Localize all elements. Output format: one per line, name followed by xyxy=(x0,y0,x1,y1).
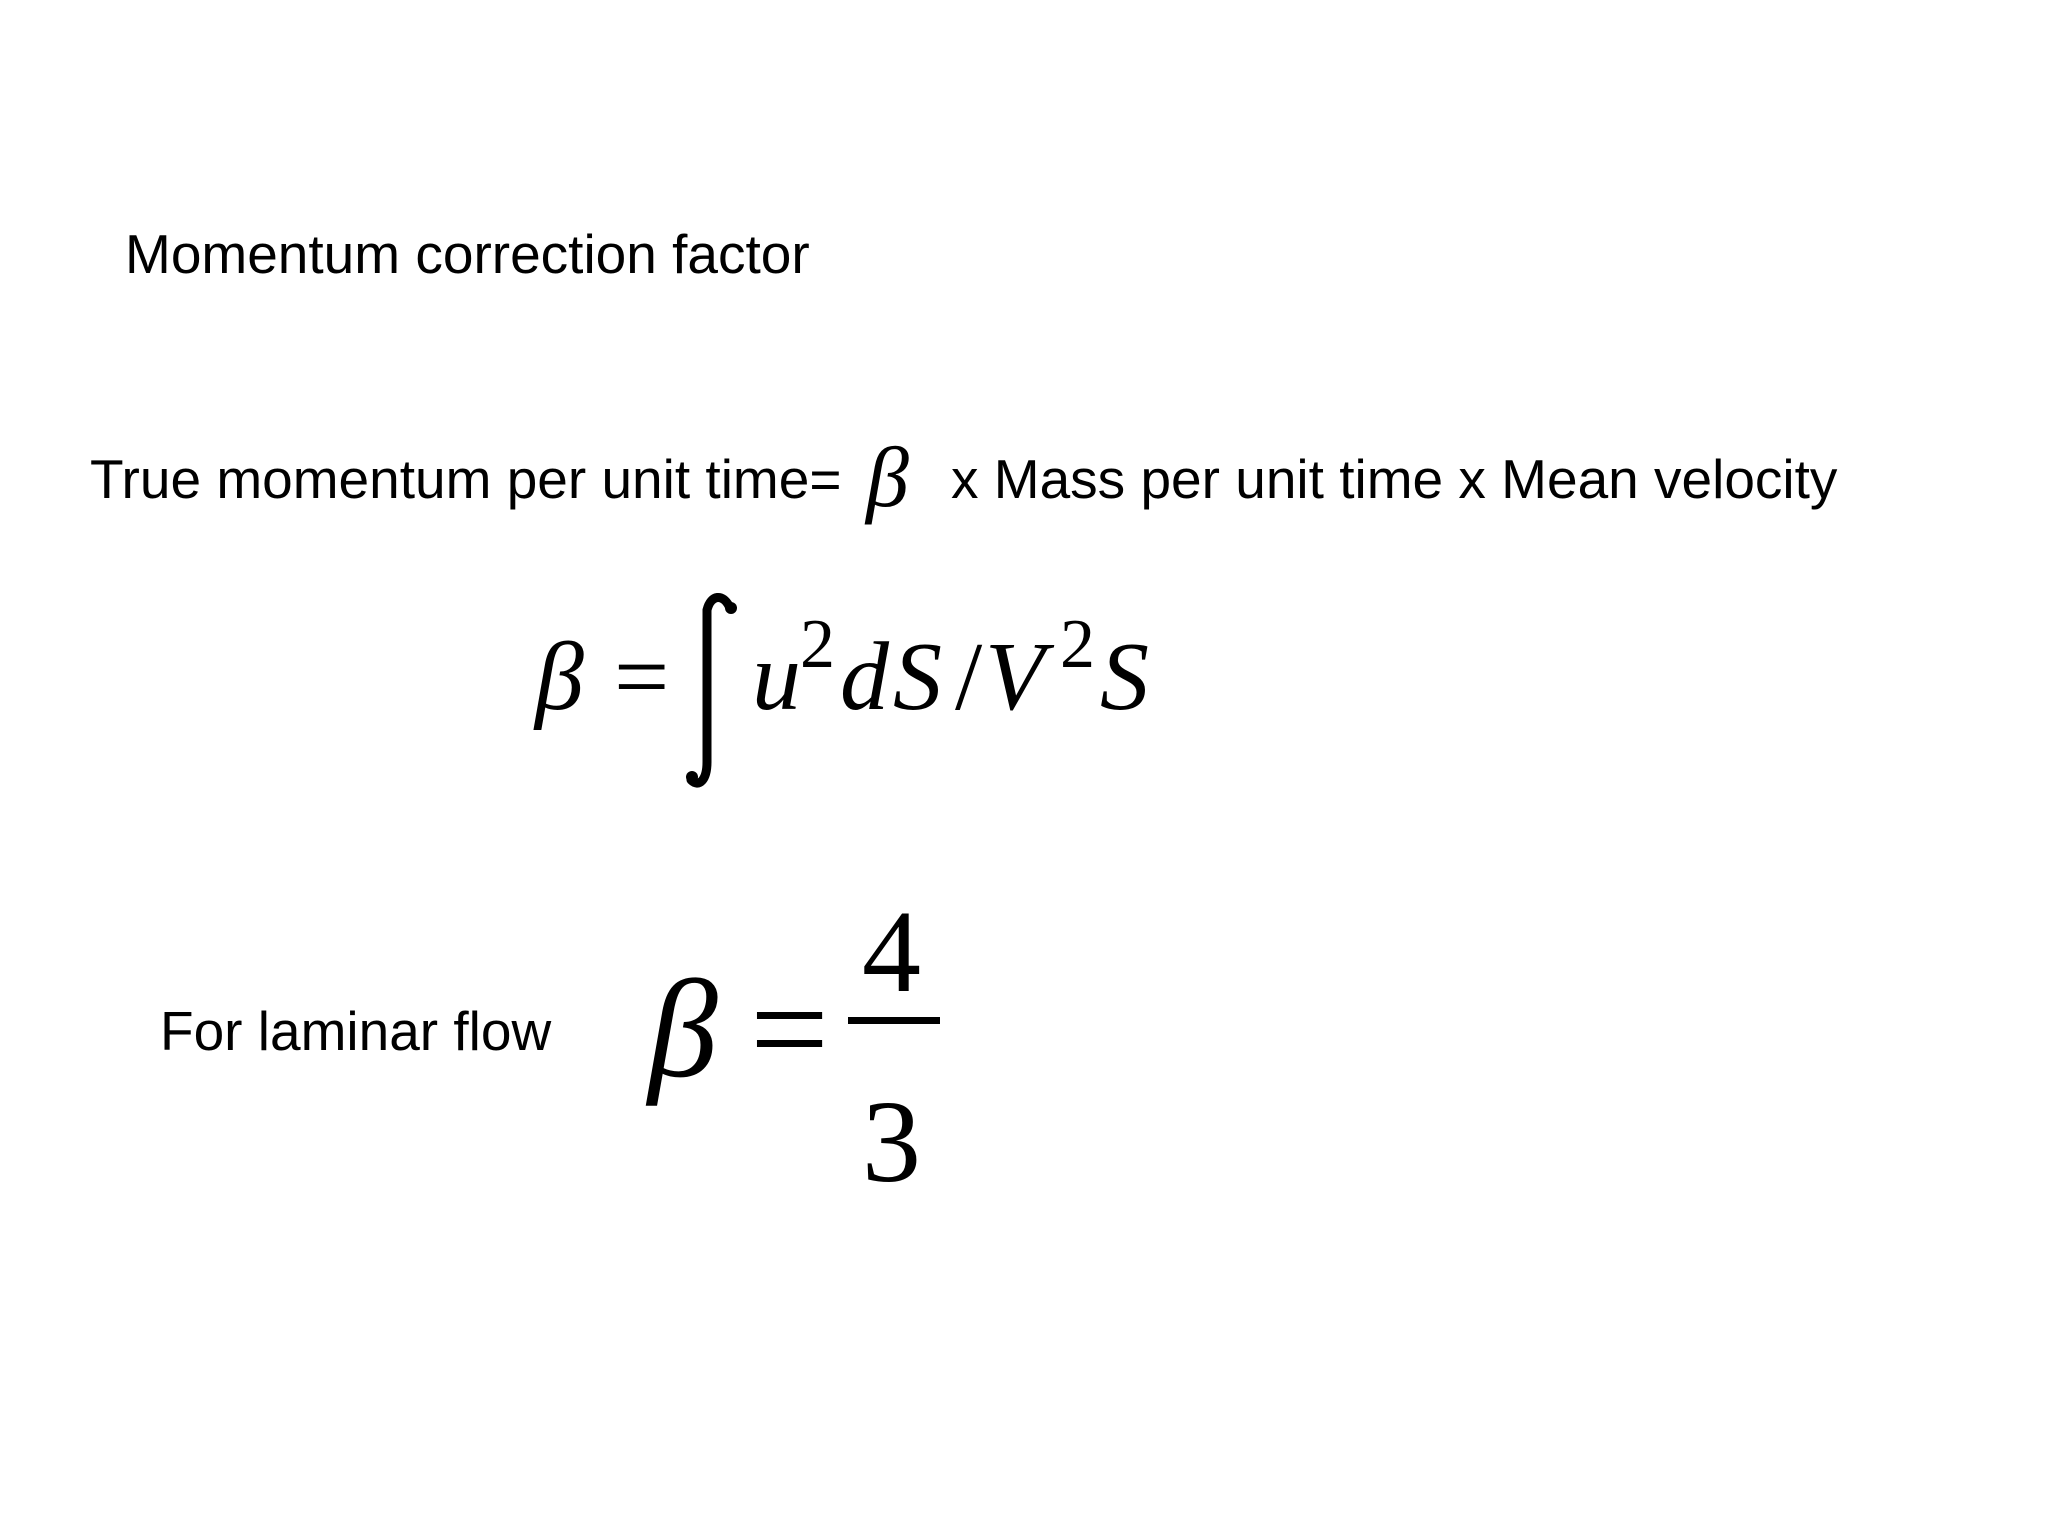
fraction-numerator: 4 xyxy=(862,886,921,1017)
equation-dS: dS xyxy=(840,623,946,731)
equation-beta: β xyxy=(535,623,584,731)
laminar-beta: β xyxy=(648,952,718,1107)
equation-V: V xyxy=(985,623,1045,731)
definition-right-text: x Mass per unit time x Mean velocity xyxy=(951,448,1838,510)
integral-sign-icon xyxy=(683,592,743,792)
equation-u: u xyxy=(752,623,801,731)
equation-S: S xyxy=(1100,623,1149,731)
fraction-bar xyxy=(848,1017,940,1024)
slide-title: Momentum correction factor xyxy=(125,223,810,285)
equation-exponent-V: 2 xyxy=(1060,606,1095,683)
laminar-equals: = xyxy=(750,952,829,1107)
equation-exponent-u: 2 xyxy=(800,606,835,683)
definition-left-text: True momentum per unit time= xyxy=(90,448,842,510)
laminar-flow-label: For laminar flow xyxy=(160,1000,552,1062)
beta-symbol: β xyxy=(866,429,909,525)
equation-equals: = xyxy=(614,623,670,731)
equation-slash: / xyxy=(955,623,983,731)
fraction-denominator: 3 xyxy=(862,1076,921,1207)
